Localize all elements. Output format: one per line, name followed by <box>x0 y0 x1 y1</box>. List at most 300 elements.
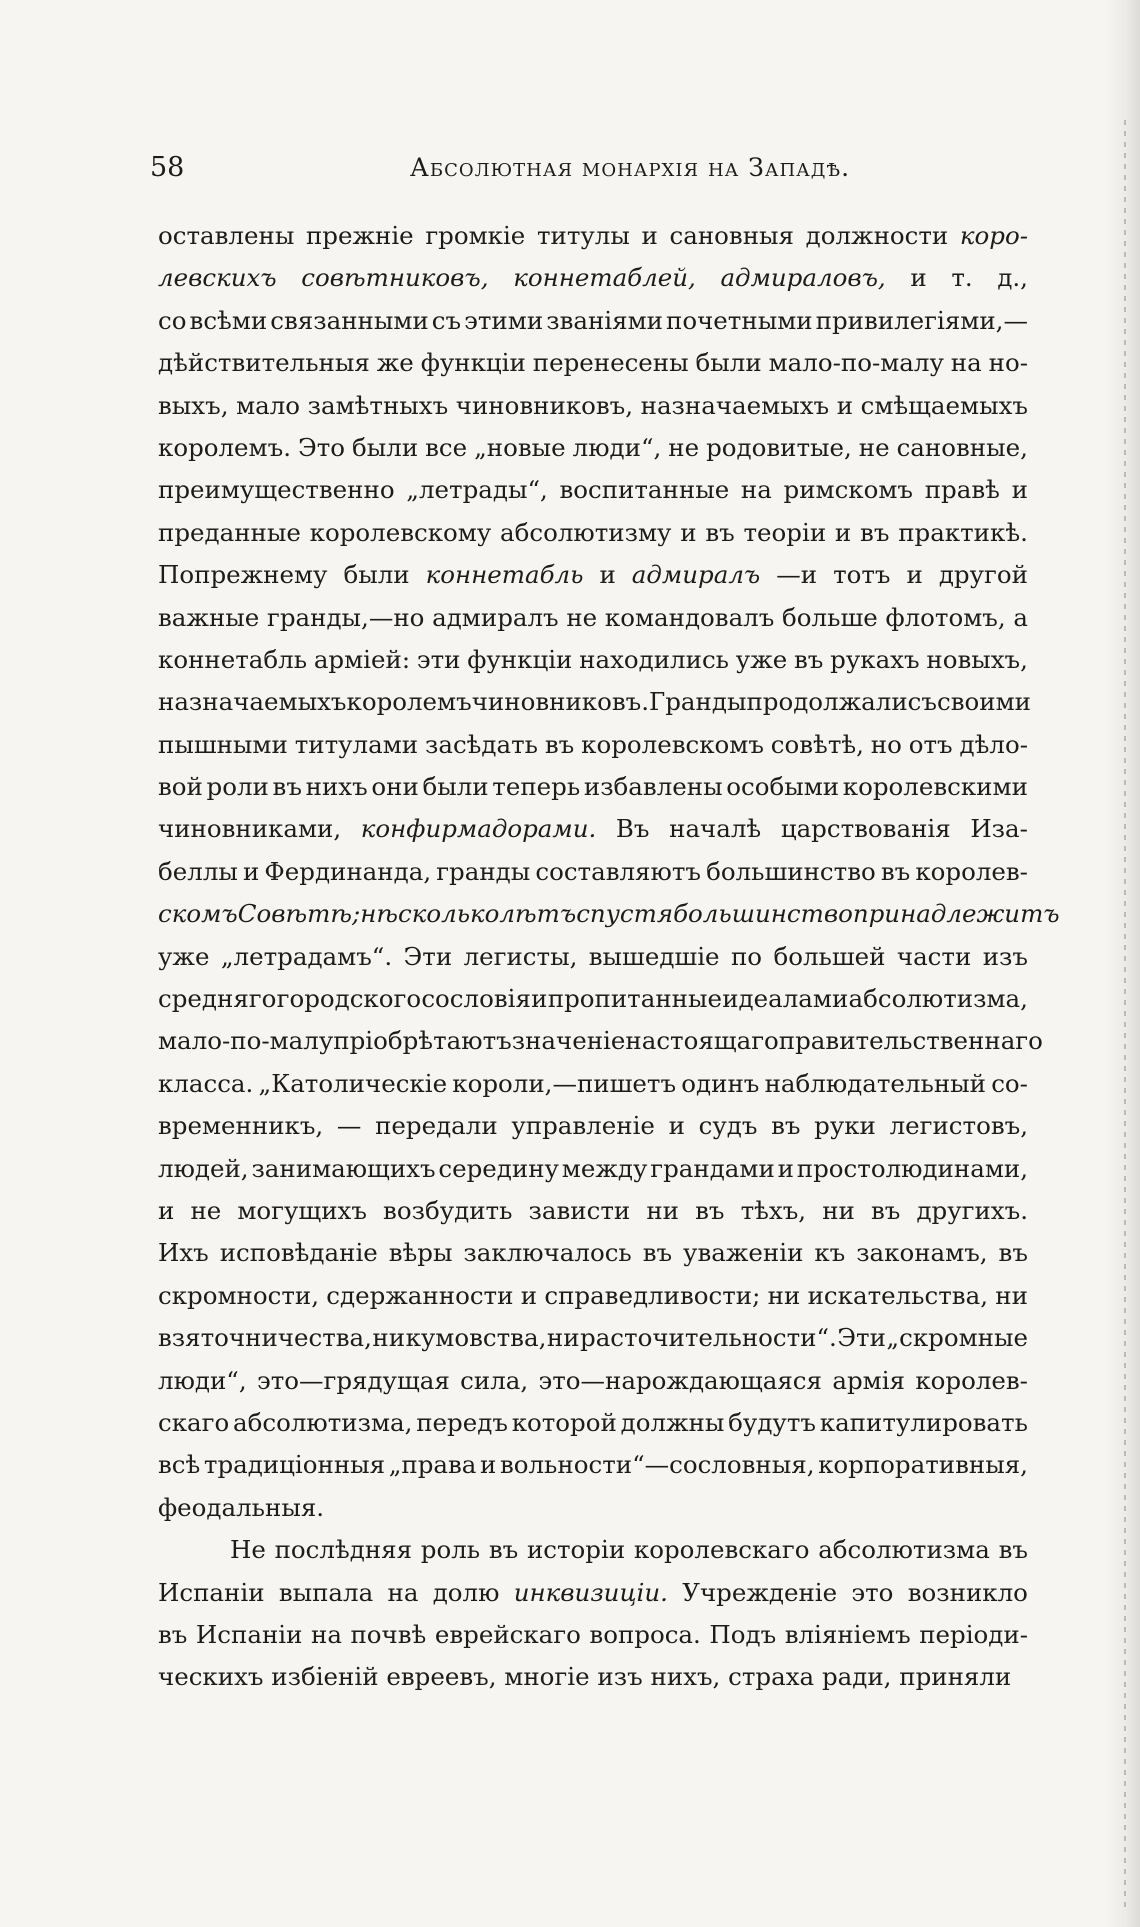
word: въ <box>998 1238 1028 1268</box>
word: сила, <box>460 1365 529 1395</box>
word: назначаемыхъ <box>158 687 347 717</box>
text-line <box>158 1275 1028 1317</box>
word: „летрадамъ“. <box>220 941 393 971</box>
word: королемъ. <box>158 432 291 462</box>
word: своими <box>936 687 1031 717</box>
text-line <box>158 300 1028 342</box>
word: городского <box>276 984 422 1014</box>
word: царствованія <box>780 814 951 844</box>
word: чиновниковъ. <box>471 687 650 717</box>
word: расточительности“. <box>580 1323 837 1353</box>
word: по <box>730 941 763 971</box>
word: долю <box>432 1577 500 1607</box>
word: на <box>740 475 772 505</box>
text-line <box>158 1232 1028 1274</box>
word: чиновниками, <box>158 814 342 844</box>
word: другой <box>938 560 1028 590</box>
text-line <box>158 1529 1028 1571</box>
word: Испаніи <box>158 1577 265 1607</box>
word: инквизиціи. <box>513 1577 668 1607</box>
word: абсолютизму <box>500 517 672 547</box>
text-line <box>158 385 1028 427</box>
word: Ихъ <box>158 1238 209 1268</box>
word: простолюдинами, <box>796 1153 1028 1183</box>
word: не <box>190 1195 222 1225</box>
word: уже <box>735 644 788 674</box>
word: это—грядущая <box>256 1365 450 1395</box>
word: нихъ, <box>650 1662 721 1692</box>
text-line <box>158 1487 1028 1529</box>
word: а <box>1013 602 1028 632</box>
word: на <box>387 1577 419 1607</box>
word: не <box>668 432 700 462</box>
page-edge-shadow <box>1104 0 1140 1927</box>
word: привилегіями,— <box>815 305 1028 335</box>
word: большинство <box>706 856 876 886</box>
word: абсолютизма, <box>848 984 1028 1014</box>
word: началѣ <box>669 814 762 844</box>
word: титулы <box>536 221 630 250</box>
word: родовитые, <box>706 432 852 462</box>
word: въ <box>860 517 890 547</box>
word: прежніе <box>305 221 414 250</box>
text-line <box>158 469 1028 511</box>
word: временникъ, <box>158 1111 324 1141</box>
word: совѣтниковъ, <box>301 263 489 293</box>
word: искательства, <box>807 1280 988 1310</box>
word: королевскомъ <box>581 729 764 759</box>
word: засѣдать <box>424 729 539 759</box>
word: легисты, <box>463 941 578 971</box>
word: евреевъ, <box>386 1662 497 1692</box>
word: выхъ, <box>158 390 229 420</box>
word: вліяніемъ <box>784 1619 911 1649</box>
word: всѣ <box>158 1450 201 1480</box>
text-line <box>158 1444 1028 1486</box>
word: всѣми <box>189 305 268 335</box>
word: дѣло- <box>959 729 1028 759</box>
word: ради, <box>821 1662 892 1692</box>
word: зависти <box>528 1195 631 1225</box>
word: ни <box>546 1323 580 1353</box>
word: „Католическіе <box>258 1068 448 1098</box>
word: ни <box>995 1280 1028 1310</box>
word: правѣ <box>924 475 1000 505</box>
word: дѣйствительныя <box>158 348 370 378</box>
word: въ <box>272 772 302 802</box>
word: Гранды <box>649 687 747 717</box>
word: нѣсколько <box>360 899 500 929</box>
word: сословія <box>421 984 531 1014</box>
word: должны <box>620 1407 725 1437</box>
word: и <box>531 984 548 1014</box>
word: арміей: <box>313 644 411 674</box>
word: людей, <box>158 1153 249 1183</box>
word: на <box>950 348 982 378</box>
word: класса. <box>158 1068 254 1098</box>
word: нихъ <box>305 772 368 802</box>
word: изъ <box>982 941 1028 971</box>
word: „летрады“, <box>406 475 548 505</box>
word: легистовъ, <box>889 1111 1028 1141</box>
word: передали <box>375 1111 498 1141</box>
word: королев- <box>915 856 1028 886</box>
word: флотомъ, <box>885 602 1006 632</box>
word: адмиралъ <box>631 560 761 590</box>
word: со <box>158 305 187 335</box>
word: теоріи <box>743 517 827 547</box>
word: настоящаго <box>625 1026 779 1056</box>
word: практикѣ. <box>898 517 1028 547</box>
word: составляютъ <box>535 856 701 886</box>
word: и <box>668 1111 685 1141</box>
text-line <box>158 1402 1028 1444</box>
word: ни <box>372 1323 406 1353</box>
word: все <box>425 432 468 462</box>
word: гранды,—но <box>266 602 425 632</box>
word: функціи <box>467 644 573 674</box>
word: многіе <box>504 1662 590 1692</box>
word: законамъ, <box>856 1238 988 1268</box>
text-line <box>158 936 1028 978</box>
word: пышными <box>158 729 288 759</box>
word: въ <box>794 644 824 674</box>
word: средняго <box>158 984 277 1014</box>
word: теперь <box>492 772 581 802</box>
word: Фердинанда, <box>264 856 432 886</box>
word: совѣтѣ, <box>770 729 864 759</box>
word: значеніе <box>511 1026 626 1056</box>
text-line <box>158 554 1028 596</box>
word: римскомъ <box>783 475 914 505</box>
word: судъ <box>698 1111 758 1141</box>
page-number: 58 <box>150 152 185 183</box>
word: сановныя <box>669 221 794 250</box>
word: и <box>680 517 697 547</box>
word: Эти <box>837 1323 886 1353</box>
word: выпала <box>278 1577 374 1607</box>
word: почвѣ <box>350 1619 427 1649</box>
word: спустя <box>576 899 674 929</box>
word: званіями <box>546 305 663 335</box>
word: заключалось <box>463 1238 632 1268</box>
word: могущихъ <box>237 1195 367 1225</box>
word: Не <box>230 1535 266 1565</box>
word: Учрежденіе <box>682 1577 838 1607</box>
word: королевскому <box>309 517 492 547</box>
word: части <box>896 941 972 971</box>
word: люди“, <box>572 432 662 462</box>
word: королевскаго <box>633 1535 810 1565</box>
binding-edge-line <box>1124 120 1126 1910</box>
word: замѣтныхъ <box>307 390 449 420</box>
word: мало-по-малу <box>158 1026 334 1056</box>
word: конфирмадорами. <box>360 814 597 844</box>
word: которой <box>511 1407 617 1437</box>
word: съ <box>907 687 937 717</box>
word: беллы <box>158 856 238 886</box>
word: на <box>310 1619 342 1649</box>
word: чиновниковъ, <box>455 390 634 420</box>
word: грандами <box>650 1153 775 1183</box>
word: новыхъ, <box>926 644 1028 674</box>
word: вопроса. <box>589 1619 701 1649</box>
word: и <box>599 560 616 590</box>
word: періоди- <box>919 1619 1028 1649</box>
word: почетными <box>666 305 813 335</box>
text-line <box>158 851 1028 893</box>
word: еврейскаго <box>434 1619 581 1649</box>
word: ни <box>767 1280 801 1310</box>
word: скромности, <box>158 1280 319 1310</box>
word: больше <box>782 602 878 632</box>
word: коро- <box>959 221 1028 250</box>
word: въ <box>998 1535 1028 1565</box>
word: пріобрѣтаютъ <box>333 1026 512 1056</box>
word: большинство <box>673 899 853 929</box>
word: въ <box>705 517 735 547</box>
word: т. <box>951 263 973 293</box>
word: д., <box>997 263 1028 293</box>
word: смѣщаемыхъ <box>860 390 1028 420</box>
word: справедливости; <box>544 1280 761 1310</box>
word: и <box>520 1280 538 1310</box>
word: и <box>910 263 927 293</box>
word: и <box>1011 475 1028 505</box>
word: въ <box>771 1111 801 1141</box>
word: —и <box>776 560 818 590</box>
word: будутъ <box>728 1407 816 1437</box>
word: и <box>777 1153 794 1183</box>
word: были <box>422 772 489 802</box>
word: люди“, <box>158 1365 247 1395</box>
text-line <box>158 427 1028 469</box>
word: другихъ. <box>916 1195 1028 1225</box>
word: не <box>566 602 598 632</box>
word: одинъ <box>681 1068 760 1098</box>
word: занимающихъ <box>251 1153 436 1183</box>
word: Иза- <box>970 814 1028 844</box>
word: скомъ <box>158 899 238 929</box>
word: идеалами <box>722 984 849 1014</box>
text-line <box>158 1656 1028 1698</box>
text-line <box>158 1360 1028 1402</box>
word: командовалъ <box>604 602 775 632</box>
text-line <box>158 215 1028 257</box>
word: тотъ <box>833 560 891 590</box>
text-line <box>158 766 1028 808</box>
word: этими <box>464 305 544 335</box>
word: были <box>695 348 762 378</box>
word: и <box>480 1450 497 1480</box>
text-line <box>158 1317 1028 1359</box>
word: адмираловъ, <box>720 263 886 293</box>
word: ни <box>646 1195 679 1225</box>
word: скаго <box>158 1407 230 1437</box>
word: коннетаблей, <box>513 263 696 293</box>
word: гранды <box>436 856 531 886</box>
word: функціи <box>420 348 526 378</box>
word: середину <box>438 1153 559 1183</box>
word: и <box>906 560 923 590</box>
word: коннетабль <box>158 644 308 674</box>
word: роли <box>206 772 269 802</box>
word: къ <box>814 1238 846 1268</box>
word: Это <box>297 432 346 462</box>
word: преданные <box>158 517 301 547</box>
word: роль <box>420 1535 481 1565</box>
word: „права <box>388 1450 477 1480</box>
word: въ <box>158 1619 188 1649</box>
word: передъ <box>416 1407 508 1437</box>
word: большей <box>773 941 886 971</box>
word: эти <box>416 644 461 674</box>
text-line <box>158 639 1028 681</box>
word: „скромные <box>886 1323 1028 1353</box>
word: это <box>851 1577 894 1607</box>
word: въ <box>880 856 911 886</box>
word: преимущественно <box>158 475 395 505</box>
word: и <box>242 856 260 886</box>
word: избіеній <box>271 1662 379 1692</box>
text-line <box>158 893 1060 935</box>
word: армія <box>832 1365 905 1395</box>
word: были <box>352 432 419 462</box>
word: капитулировать <box>819 1407 1028 1437</box>
word: перенесены <box>532 348 689 378</box>
word: титулами <box>294 729 419 759</box>
word: отъ <box>908 729 953 759</box>
word: возникло <box>907 1577 1028 1607</box>
text-line <box>158 808 1028 850</box>
word: избавлены <box>583 772 723 802</box>
word: королемъ <box>346 687 472 717</box>
word: рукахъ <box>830 644 920 674</box>
word: приняли <box>899 1662 1012 1692</box>
word: изъ <box>597 1662 643 1692</box>
word: были <box>343 560 410 590</box>
word: управленіе <box>511 1111 655 1141</box>
word: сдержанности <box>326 1280 514 1310</box>
word: въ <box>870 1195 901 1225</box>
page-header <box>150 148 1030 188</box>
word: страха <box>728 1662 815 1692</box>
word: продолжали <box>746 687 908 717</box>
word: они <box>371 772 419 802</box>
word: особыми <box>726 772 840 802</box>
word: уже <box>158 941 210 971</box>
word: — <box>336 1111 362 1141</box>
text-line <box>158 724 1028 766</box>
word: это—нарождающаяся <box>538 1365 822 1395</box>
word: мало <box>236 390 301 420</box>
word: но <box>870 729 902 759</box>
word: кумовства, <box>405 1323 547 1353</box>
text-line <box>158 978 1028 1020</box>
word: Эти <box>403 941 453 971</box>
word: сановные, <box>896 432 1028 462</box>
word: ческихъ <box>158 1662 264 1692</box>
word: левскихъ <box>158 263 277 293</box>
word: и <box>834 517 852 547</box>
word: вой <box>158 772 203 802</box>
word: абсолютизма, <box>233 1407 413 1437</box>
word: коннетабль <box>425 560 584 590</box>
word: вѣры <box>388 1238 453 1268</box>
word: же <box>376 348 414 378</box>
word: вольности“—сословныя, <box>499 1450 815 1480</box>
word: адмиралъ <box>432 602 559 632</box>
word: съ <box>431 305 462 335</box>
word: Въ <box>615 814 650 844</box>
word: исторіи <box>526 1535 626 1565</box>
text-line <box>158 1148 1028 1190</box>
word: правительственнаго <box>778 1026 1043 1056</box>
word: находились <box>579 644 730 674</box>
word: воспитанные <box>559 475 730 505</box>
text-line <box>158 512 1028 554</box>
word: лѣтъ <box>499 899 577 929</box>
word: королев- <box>915 1365 1028 1395</box>
word: взяточничества, <box>158 1323 372 1353</box>
text-line <box>158 1020 1043 1062</box>
word: Подъ <box>709 1619 777 1649</box>
text-line <box>158 1614 1028 1656</box>
word: оставлены <box>158 221 295 250</box>
word: и <box>158 1195 175 1225</box>
word: со- <box>991 1068 1028 1098</box>
text-line <box>158 681 1031 723</box>
word: уваженіи <box>683 1238 804 1268</box>
word: мало-по-малу <box>768 348 944 378</box>
text-line <box>158 1572 1028 1614</box>
word: но- <box>988 348 1028 378</box>
word: въ <box>544 729 575 759</box>
text-line <box>158 1063 1028 1105</box>
word: въ <box>488 1535 519 1565</box>
word: не <box>858 432 890 462</box>
running-title: Абсолютная монархія на Западѣ. <box>409 153 851 182</box>
text-line <box>158 1190 1028 1232</box>
word: руки <box>814 1111 876 1141</box>
text-line <box>158 257 1028 299</box>
word: громкіе <box>425 221 526 250</box>
word: абсолютизма <box>818 1535 990 1565</box>
word: короли,—пишетъ <box>452 1068 677 1098</box>
word: связанными <box>270 305 429 335</box>
text-line <box>158 597 1028 639</box>
word: королевскими <box>842 772 1028 802</box>
word: и <box>836 390 854 420</box>
word: феодальныя. <box>158 1492 325 1522</box>
body-text <box>158 215 1060 1699</box>
word: „новые <box>474 432 566 462</box>
word: въ <box>695 1195 725 1225</box>
word: традиціонныя <box>203 1450 386 1480</box>
word: вышедшіе <box>588 941 720 971</box>
word: принадлежитъ <box>852 899 1060 929</box>
word: между <box>561 1153 648 1183</box>
word: и <box>641 221 658 250</box>
text-line <box>158 1105 1028 1147</box>
word: пропитанные <box>547 984 722 1014</box>
word: тѣхъ, <box>740 1195 807 1225</box>
word: въ <box>642 1238 673 1268</box>
word: послѣдняя <box>274 1535 413 1565</box>
word: Совѣтѣ; <box>237 899 361 929</box>
word: ни <box>822 1195 855 1225</box>
word: назначаемыхъ <box>640 390 830 420</box>
